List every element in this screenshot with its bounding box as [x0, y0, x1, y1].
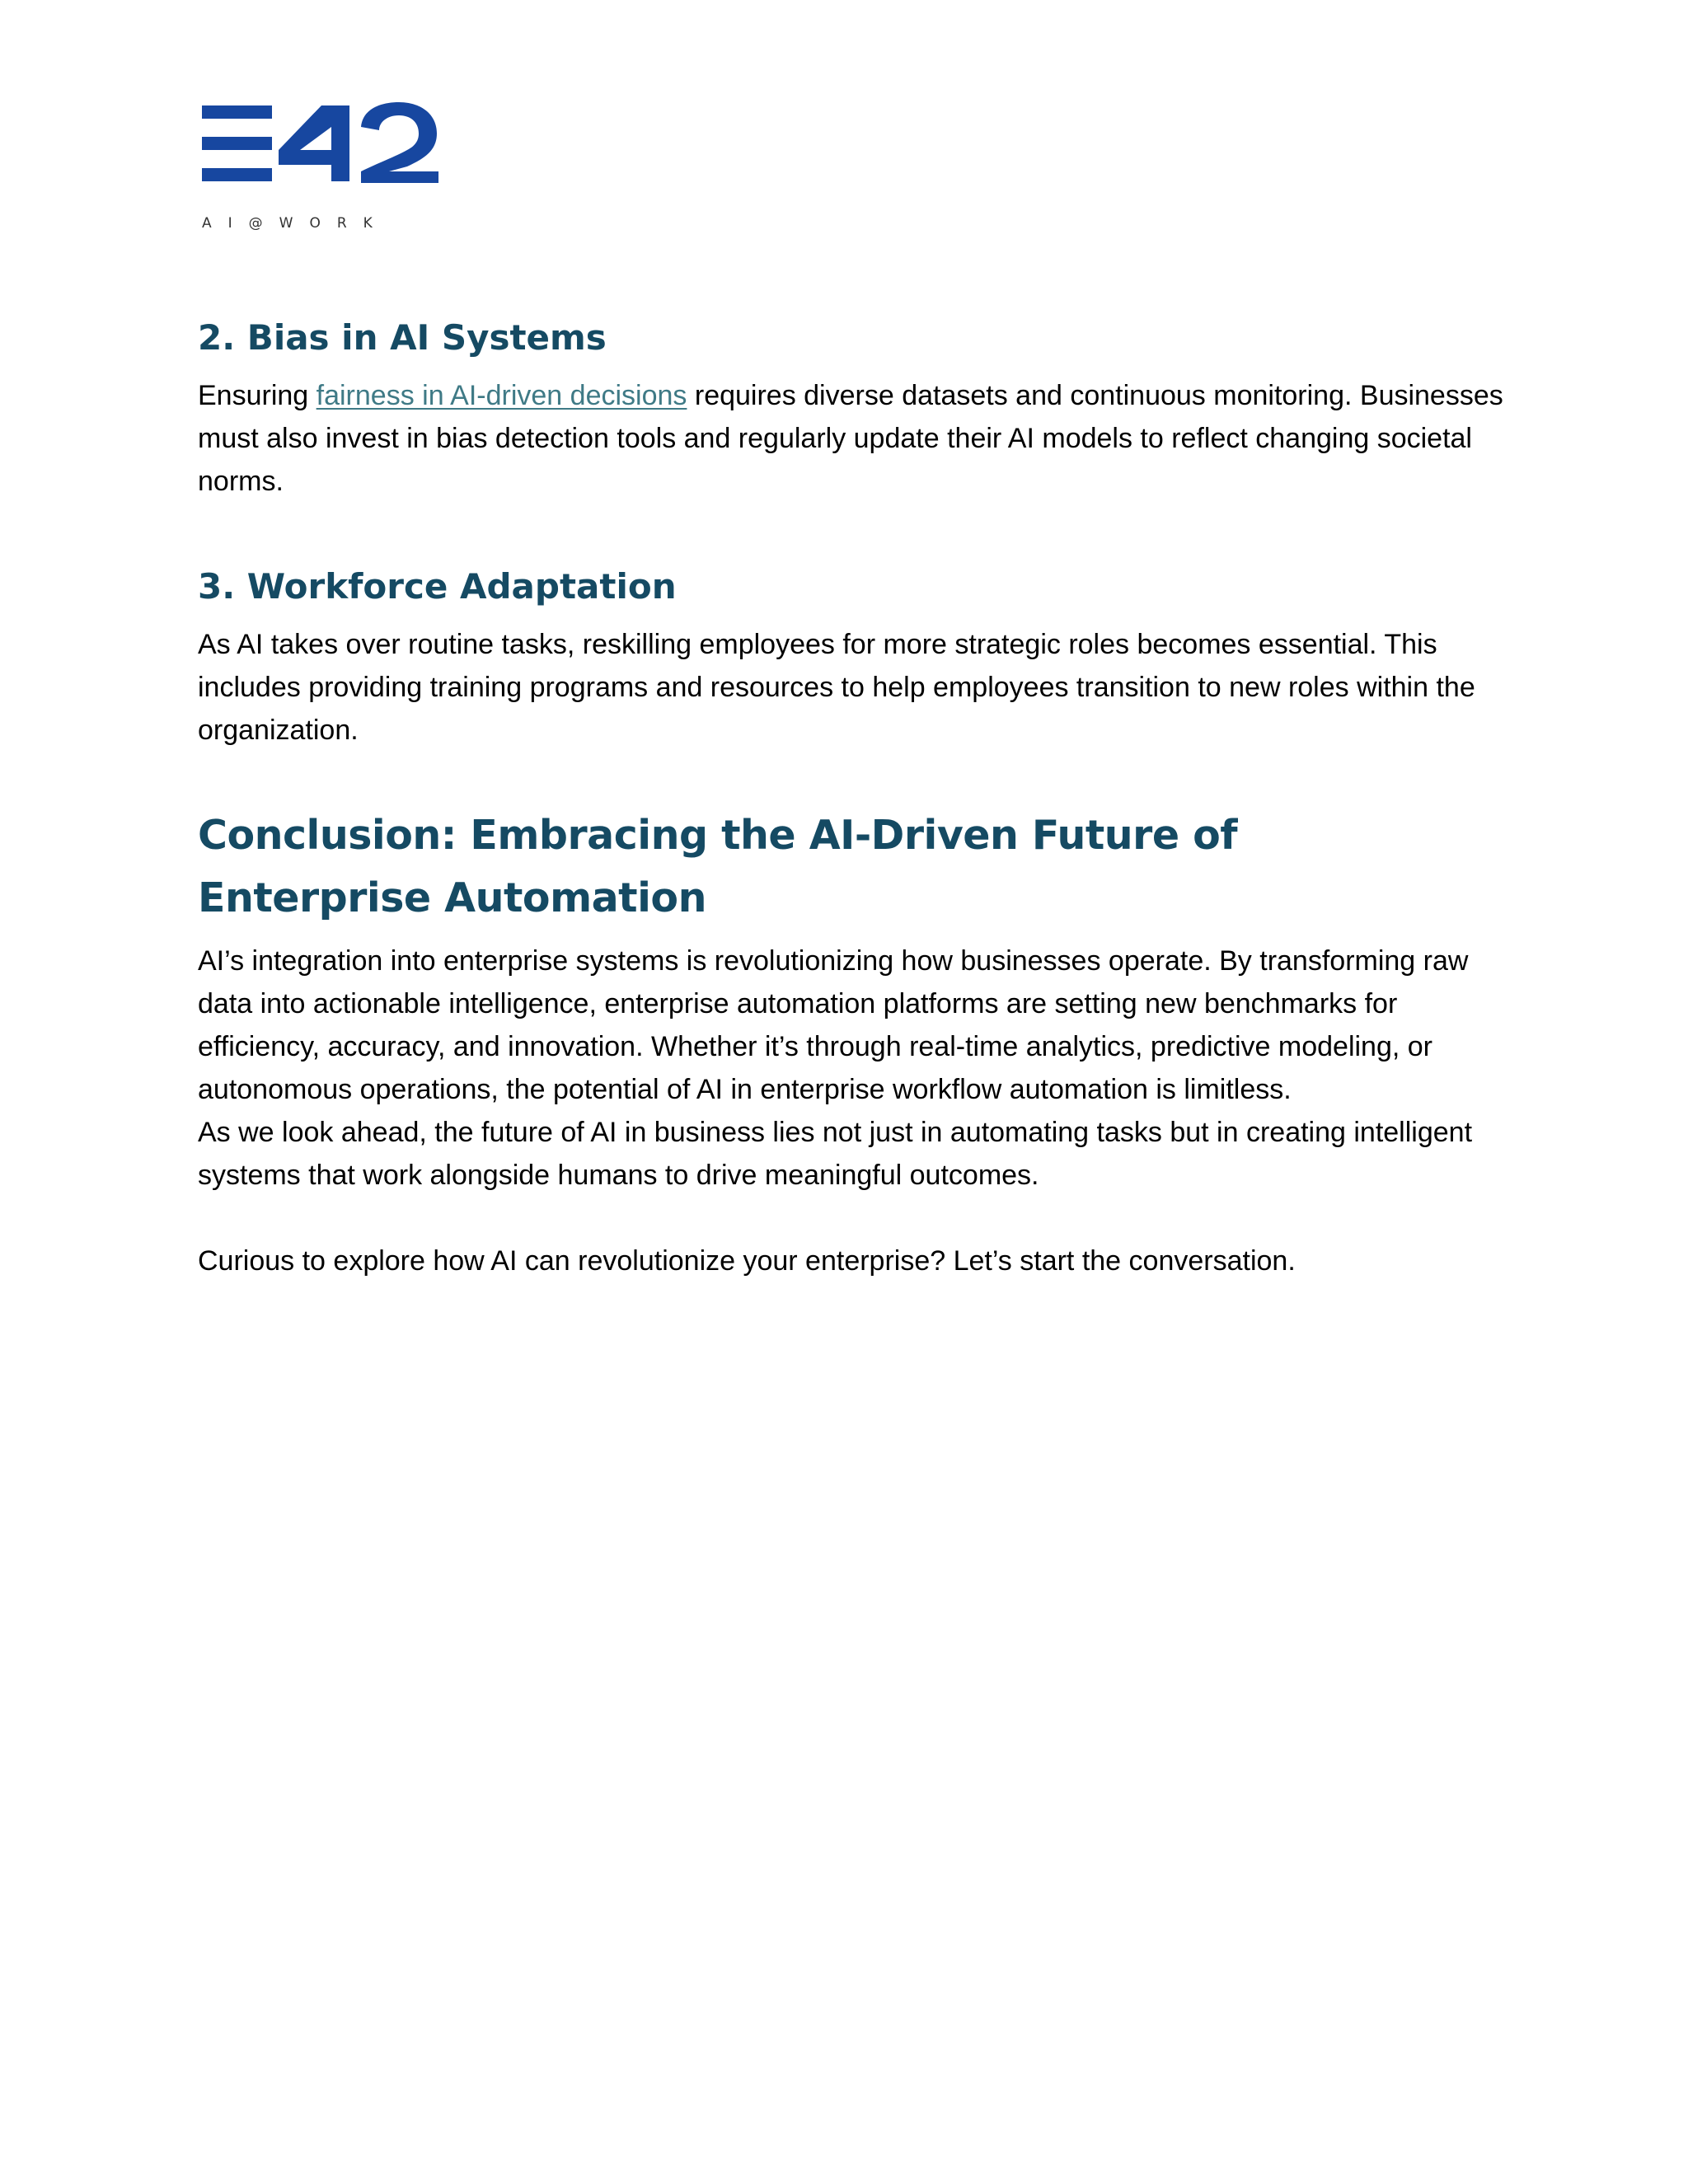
- paragraph-conclusion-2: As we look ahead, the future of AI in business lies not just in automating tasks but in creating intelligent systems that work alongside humans to drive meaningful outcomes.: [198, 1117, 1473, 1191]
- company-logo: [198, 97, 445, 237]
- paragraph-bias: [198, 374, 1517, 503]
- paragraph-call-to-action: Curious to explore how AI can revolutionize your enterprise? Let’s start the conversation.: [198, 1245, 1296, 1277]
- document-body: [198, 313, 1517, 1282]
- logo-tagline: AI@WORK: [202, 215, 389, 232]
- fairness-link[interactable]: fairness in AI-driven decisions: [316, 380, 687, 411]
- paragraph-workforce: As AI takes over routine tasks, reskilling employees for more strategic roles becomes essential. This includes providing training programs and resources to help employees transition to new roles within the organization.: [198, 629, 1475, 746]
- e42-logo-mark: [198, 97, 445, 237]
- heading-conclusion: Conclusion: Embracing the AI-Driven Future of Enterprise Automation: [198, 812, 1238, 921]
- heading-workforce-adaptation: 3. Workforce Adaptation: [198, 566, 677, 607]
- heading-bias-in-ai: 2. Bias in AI Systems: [198, 317, 607, 358]
- bias-text-before-link: Ensuring: [198, 380, 316, 411]
- paragraph-conclusion-1: AI’s integration into enterprise systems is revolutionizing how businesses operate. By transforming raw data into actionable intelligence, enterprise automation platforms are setting new benchmarks for efficiency, accuracy, and innovation. Whether it’s through real-time analytics, predictive modeling, or autonomous operations, the potential of AI in enterprise workflow automation is limitless.: [198, 945, 1469, 1105]
- bias-text-after-link: requires diverse datasets and continuous monitoring. Businesses must also invest in bias detection tools and regularly update their AI models to reflect changing societal norms.: [198, 380, 1503, 497]
